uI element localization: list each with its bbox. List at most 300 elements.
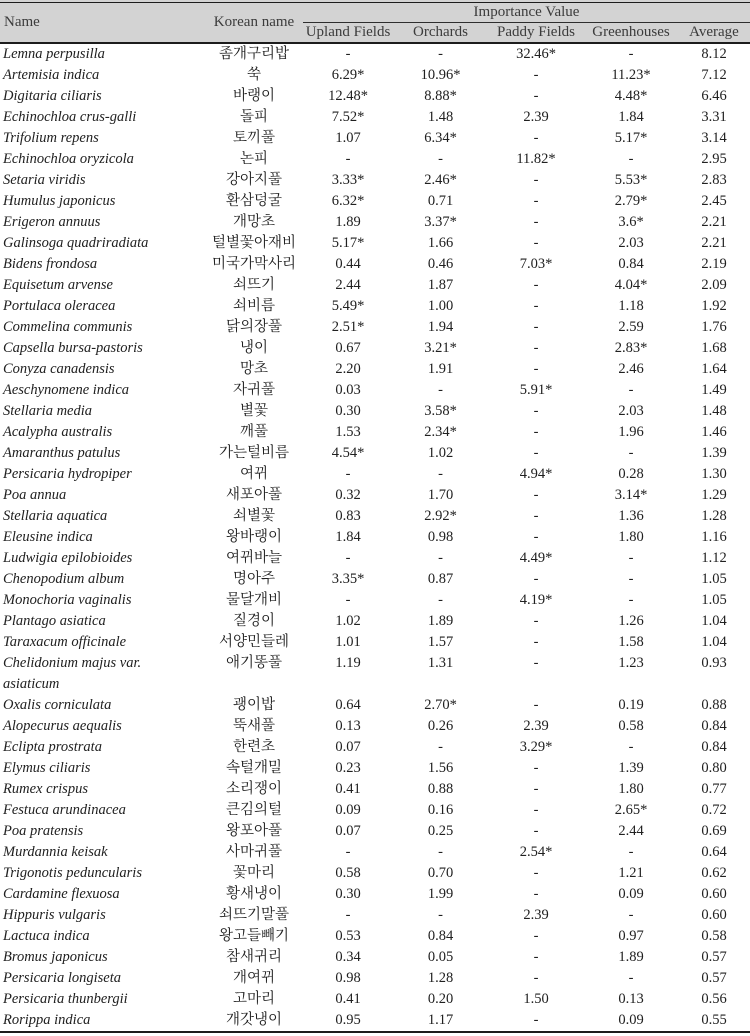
value-greenhouses: 0.09 <box>618 1012 644 1028</box>
value-upland-fields: 1.19 <box>335 655 361 671</box>
column-header-importance-value: Importance Value <box>303 3 750 23</box>
value-upland-fields: 0.64 <box>335 697 361 713</box>
table-row <box>0 737 750 758</box>
value-orchards: 0.84 <box>427 928 454 944</box>
value-average: 0.57 <box>701 970 727 986</box>
species-name: Capsella bursa-pastoris <box>3 340 143 356</box>
value-greenhouses: 0.58 <box>618 718 644 734</box>
value-paddy-fields: - <box>533 172 539 188</box>
value-upland-fields: 2.44 <box>335 277 361 293</box>
value-paddy-fields: - <box>533 781 539 797</box>
species-name: Oxalis corniculata <box>3 697 112 713</box>
species-name: Elymus ciliaris <box>3 760 91 776</box>
value-greenhouses: - <box>628 739 634 755</box>
species-name: Murdannia keisak <box>3 844 108 860</box>
value-upland-fields: 0.53 <box>335 928 361 944</box>
value-paddy-fields: - <box>533 655 539 671</box>
value-average: 1.39 <box>701 445 727 461</box>
korean-name: 별꽃 <box>239 403 268 419</box>
table-row <box>0 86 750 107</box>
value-average: 1.46 <box>701 424 727 440</box>
value-upland-fields: 0.30 <box>335 886 361 902</box>
value-upland-fields: - <box>345 907 351 923</box>
table-row <box>0 380 750 401</box>
value-average: 6.46 <box>701 88 727 104</box>
value-orchards: 3.37* <box>424 214 457 230</box>
table-row <box>0 338 750 359</box>
value-upland-fields: 0.13 <box>335 718 361 734</box>
korean-name: 여뀌바늘 <box>225 550 283 566</box>
species-name: Poa annua <box>3 487 67 503</box>
value-paddy-fields: - <box>533 277 539 293</box>
value-average: 0.62 <box>701 865 727 881</box>
value-average: 0.84 <box>701 739 727 755</box>
value-orchards: 1.57 <box>427 634 454 650</box>
value-greenhouses: 1.23 <box>618 655 644 671</box>
korean-name: 좀개구리밥 <box>218 46 290 62</box>
species-name: Setaria viridis <box>3 172 86 188</box>
value-paddy-fields: - <box>533 319 539 335</box>
value-upland-fields: 6.32* <box>331 193 365 209</box>
value-paddy-fields: - <box>533 445 539 461</box>
value-average: 0.77 <box>701 781 727 797</box>
species-name: Trifolium repens <box>3 130 99 146</box>
value-paddy-fields: - <box>533 823 539 839</box>
value-upland-fields: 2.20 <box>335 361 361 377</box>
value-upland-fields: 1.01 <box>335 634 361 650</box>
species-name: Equisetum arvense <box>3 277 113 293</box>
value-upland-fields: 0.83 <box>335 508 361 524</box>
korean-name: 개망초 <box>232 214 276 230</box>
table-body <box>0 43 750 1032</box>
korean-name: 뚝새풀 <box>232 718 276 734</box>
value-paddy-fields: - <box>533 928 539 944</box>
value-upland-fields: - <box>345 466 351 482</box>
table-row <box>0 464 750 485</box>
table-row <box>0 779 750 800</box>
korean-name: 여뀌 <box>239 466 268 482</box>
table-row <box>0 821 750 842</box>
column-header-name: Name <box>0 3 205 44</box>
value-orchards: 1.94 <box>427 319 454 335</box>
table-row <box>0 758 750 779</box>
species-name: Galinsoga quadriradiata <box>3 235 149 251</box>
korean-name: 가는털비름 <box>218 445 290 461</box>
column-header-paddy-fields: Paddy Fields <box>497 24 575 40</box>
value-average: 0.72 <box>701 802 727 818</box>
value-upland-fields: 0.67 <box>335 340 361 356</box>
table-row <box>0 968 750 989</box>
value-orchards: 0.46 <box>427 256 454 272</box>
value-upland-fields: 7.52* <box>331 109 365 125</box>
value-orchards: 1.70 <box>427 487 454 503</box>
value-greenhouses: 1.80 <box>618 529 644 545</box>
value-average: 1.04 <box>701 613 727 629</box>
table-row <box>0 653 750 695</box>
column-header-average: Average <box>689 24 739 40</box>
value-average: 0.56 <box>701 991 727 1007</box>
value-greenhouses: 2.03 <box>618 403 644 419</box>
species-name: Persicaria thunbergii <box>3 991 128 1007</box>
species-name: Commelina communis <box>3 319 133 335</box>
value-paddy-fields: 4.19* <box>519 592 553 608</box>
value-greenhouses: 1.18 <box>618 298 644 314</box>
value-paddy-fields: - <box>533 508 539 524</box>
value-greenhouses: - <box>628 151 634 167</box>
value-upland-fields: 1.84 <box>335 529 361 545</box>
value-greenhouses: 3.6* <box>618 214 644 230</box>
korean-name: 쑥 <box>246 67 261 83</box>
value-upland-fields: 12.48* <box>328 88 368 104</box>
korean-name: 개여뀌 <box>232 970 276 986</box>
species-name: Monochoria vaginalis <box>3 592 132 608</box>
value-average: 1.04 <box>701 634 727 650</box>
value-paddy-fields: 7.03* <box>519 256 553 272</box>
species-name: Rumex crispus <box>3 781 88 797</box>
value-greenhouses: 0.97 <box>618 928 644 944</box>
korean-name: 애기똥풀 <box>225 655 283 671</box>
korean-name: 꽃마리 <box>232 865 276 881</box>
value-average: 0.69 <box>701 823 727 839</box>
value-average: 1.16 <box>701 529 727 545</box>
value-average: 2.21 <box>701 235 727 251</box>
value-upland-fields: 0.23 <box>335 760 361 776</box>
value-greenhouses: - <box>628 970 634 986</box>
value-orchards: 0.98 <box>427 529 454 545</box>
value-greenhouses: 5.53* <box>614 172 648 188</box>
value-paddy-fields: 4.94* <box>519 466 553 482</box>
value-average: 0.80 <box>701 760 727 776</box>
value-greenhouses: 2.83* <box>614 340 648 356</box>
value-upland-fields: - <box>345 592 351 608</box>
korean-name: 속털개밀 <box>225 760 283 776</box>
species-name: Erigeron annuus <box>3 214 101 230</box>
table-row <box>0 527 750 548</box>
value-upland-fields: 0.58 <box>335 865 361 881</box>
table-row <box>0 443 750 464</box>
table-row <box>0 926 750 947</box>
value-upland-fields: 1.07 <box>335 130 361 146</box>
value-paddy-fields: - <box>533 970 539 986</box>
species-name: Digitaria ciliaris <box>3 88 102 104</box>
value-average: 2.45 <box>701 193 727 209</box>
value-orchards: 0.26 <box>427 718 454 734</box>
value-greenhouses: - <box>628 46 634 62</box>
korean-name: 새포아풀 <box>225 487 283 503</box>
value-average: 0.58 <box>701 928 727 944</box>
table-row <box>0 212 750 233</box>
value-orchards: 1.28 <box>427 970 454 986</box>
korean-name: 털별꽃아재비 <box>211 235 297 251</box>
korean-name: 미국가막사리 <box>211 256 297 272</box>
korean-name: 왕바랭이 <box>225 529 283 545</box>
table-row <box>0 107 750 128</box>
table-row <box>0 43 750 65</box>
value-greenhouses: 11.23* <box>611 67 651 83</box>
value-greenhouses: 1.89 <box>618 949 644 965</box>
table-row <box>0 317 750 338</box>
value-paddy-fields: - <box>533 634 539 650</box>
korean-name: 한련초 <box>232 739 276 755</box>
value-upland-fields: 3.33* <box>331 172 365 188</box>
species-name: Bidens frondosa <box>3 256 98 272</box>
value-greenhouses: 1.84 <box>618 109 644 125</box>
value-paddy-fields: - <box>533 88 539 104</box>
korean-name: 바랭이 <box>232 88 276 104</box>
table-row <box>0 275 750 296</box>
column-header-korean-name: Korean name <box>205 3 303 44</box>
table-row <box>0 149 750 170</box>
value-greenhouses: - <box>628 571 634 587</box>
value-paddy-fields: - <box>533 193 539 209</box>
value-orchards: - <box>438 382 443 398</box>
value-orchards: 1.89 <box>427 613 454 629</box>
korean-name: 개갓냉이 <box>225 1012 283 1028</box>
value-greenhouses: 0.19 <box>618 697 644 713</box>
value-greenhouses: 3.14* <box>614 487 648 503</box>
value-average: 0.60 <box>701 907 727 923</box>
value-orchards: 0.87 <box>427 571 454 587</box>
value-orchards: 6.34* <box>424 130 457 146</box>
table-row <box>0 800 750 821</box>
korean-name: 왕고들빼기 <box>218 928 290 944</box>
species-name: Artemisia indica <box>3 67 100 83</box>
table-row <box>0 716 750 737</box>
value-orchards: 3.21* <box>424 340 457 356</box>
table-row <box>0 401 750 422</box>
value-paddy-fields: - <box>533 802 539 818</box>
value-orchards: 0.25 <box>427 823 454 839</box>
korean-name: 쇠뜨기 <box>232 277 276 293</box>
value-greenhouses: 2.59 <box>618 319 644 335</box>
value-paddy-fields: - <box>533 403 539 419</box>
value-greenhouses: 1.21 <box>618 865 644 881</box>
value-paddy-fields: 4.49* <box>519 550 553 566</box>
value-orchards: 1.02 <box>427 445 454 461</box>
value-paddy-fields: 32.46* <box>516 46 556 62</box>
value-orchards: 2.70* <box>424 697 457 713</box>
species-name: Stellaria media <box>3 403 93 419</box>
value-greenhouses: - <box>628 907 634 923</box>
value-paddy-fields: - <box>533 886 539 902</box>
value-upland-fields: 3.35* <box>331 571 365 587</box>
value-paddy-fields: - <box>533 130 539 146</box>
species-name: Eleusine indica <box>3 529 93 545</box>
column-header-orchards: Orchards <box>413 24 468 40</box>
value-paddy-fields: - <box>533 1012 539 1028</box>
species-name: Aeschynomene indica <box>3 382 130 398</box>
value-average: 0.84 <box>701 718 727 734</box>
value-paddy-fields: - <box>533 361 539 377</box>
value-orchards: - <box>438 466 443 482</box>
korean-name: 서양민들레 <box>218 634 290 650</box>
table-row <box>0 842 750 863</box>
value-orchards: - <box>438 151 443 167</box>
value-average: 2.83 <box>701 172 727 188</box>
table-row <box>0 170 750 191</box>
value-orchards: 8.88* <box>424 88 457 104</box>
value-greenhouses: 0.28 <box>618 466 644 482</box>
value-average: 0.64 <box>701 844 727 860</box>
species-name: Lemna perpusilla <box>3 46 105 62</box>
value-greenhouses: - <box>628 382 634 398</box>
value-orchards: 1.66 <box>427 235 454 251</box>
value-orchards: 3.58* <box>424 403 457 419</box>
value-upland-fields: 6.29* <box>331 67 365 83</box>
species-name: Portulaca oleracea <box>3 298 116 314</box>
table-row <box>0 233 750 254</box>
value-paddy-fields: - <box>533 571 539 587</box>
korean-name: 논피 <box>239 151 268 167</box>
table-row <box>0 569 750 590</box>
value-orchards: 2.92* <box>424 508 457 524</box>
value-average: 7.12 <box>701 67 727 83</box>
species-name: Conyza canadensis <box>3 361 115 377</box>
value-orchards: 2.46* <box>424 172 457 188</box>
species-name: Lactuca indica <box>3 928 90 944</box>
value-upland-fields: 2.51* <box>331 319 365 335</box>
value-orchards: 0.16 <box>427 802 454 818</box>
value-orchards: 1.87 <box>427 277 454 293</box>
value-average: 0.93 <box>701 655 727 671</box>
value-average: 1.64 <box>701 361 727 377</box>
value-paddy-fields: - <box>533 67 539 83</box>
table-row <box>0 254 750 275</box>
korean-name: 닭의장풀 <box>225 319 283 335</box>
value-average: 3.14 <box>701 130 727 146</box>
value-upland-fields: 0.09 <box>335 802 361 818</box>
table-row <box>0 611 750 632</box>
value-average: 2.21 <box>701 214 727 230</box>
value-paddy-fields: - <box>533 424 539 440</box>
species-name: Chelidonium majus var. asiaticum <box>3 655 142 692</box>
value-paddy-fields: - <box>533 340 539 356</box>
value-greenhouses: - <box>628 550 634 566</box>
value-orchards: - <box>438 46 443 62</box>
species-name: Poa pratensis <box>3 823 84 839</box>
korean-name: 참새귀리 <box>225 949 283 965</box>
korean-name: 질경이 <box>232 613 276 629</box>
value-paddy-fields: 5.91* <box>519 382 553 398</box>
value-paddy-fields: 1.50 <box>523 991 549 1007</box>
value-upland-fields: 4.54* <box>331 445 365 461</box>
value-greenhouses: 4.04* <box>614 277 648 293</box>
value-paddy-fields: - <box>533 697 539 713</box>
value-orchards: 1.48 <box>427 109 454 125</box>
value-greenhouses: 1.26 <box>618 613 644 629</box>
korean-name: 쇠별꽃 <box>232 508 276 524</box>
korean-name: 돌피 <box>239 109 268 125</box>
value-upland-fields: - <box>345 844 351 860</box>
value-orchards: 1.31 <box>427 655 454 671</box>
korean-name: 사마귀풀 <box>225 844 283 860</box>
value-upland-fields: 0.98 <box>335 970 361 986</box>
value-orchards: 0.20 <box>427 991 454 1007</box>
value-average: 1.48 <box>701 403 727 419</box>
value-upland-fields: 0.32 <box>335 487 361 503</box>
value-greenhouses: 2.79* <box>614 193 648 209</box>
species-name: Persicaria longiseta <box>3 970 122 986</box>
value-orchards: - <box>438 907 443 923</box>
value-orchards: 0.88 <box>427 781 454 797</box>
table-row <box>0 65 750 86</box>
table-row <box>0 1010 750 1032</box>
korean-name: 강아지풀 <box>225 172 283 188</box>
value-greenhouses: 4.48* <box>614 88 648 104</box>
value-paddy-fields: 2.39 <box>523 907 549 923</box>
species-name: Hippuris vulgaris <box>3 907 106 923</box>
value-upland-fields: 5.49* <box>331 298 365 314</box>
value-average: 1.30 <box>701 466 727 482</box>
value-upland-fields: - <box>345 151 351 167</box>
value-average: 0.60 <box>701 886 727 902</box>
value-average: 3.31 <box>701 109 727 125</box>
species-name: Bromus japonicus <box>3 949 108 965</box>
value-upland-fields: 0.07 <box>335 823 361 839</box>
value-greenhouses: - <box>628 445 634 461</box>
value-average: 1.12 <box>701 550 727 566</box>
value-upland-fields: 0.95 <box>335 1012 361 1028</box>
table-row <box>0 989 750 1010</box>
table-row <box>0 548 750 569</box>
korean-name: 물달개비 <box>225 592 283 608</box>
value-orchards: 1.56 <box>427 760 454 776</box>
value-orchards: - <box>438 844 443 860</box>
value-average: 1.29 <box>701 487 727 503</box>
value-average: 1.28 <box>701 508 727 524</box>
species-name: Alopecurus aequalis <box>3 718 122 734</box>
value-orchards: 2.34* <box>424 424 457 440</box>
value-average: 1.05 <box>701 592 727 608</box>
table-row <box>0 296 750 317</box>
table-row <box>0 590 750 611</box>
table-row <box>0 359 750 380</box>
species-name: Rorippa indica <box>3 1012 91 1028</box>
value-greenhouses: 2.44 <box>618 823 644 839</box>
value-greenhouses: 2.46 <box>618 361 644 377</box>
species-name: Ludwigia epilobioides <box>3 550 133 566</box>
species-name: Trigonotis peduncularis <box>3 865 142 881</box>
value-upland-fields: 0.41 <box>335 781 361 797</box>
value-greenhouses: 1.39 <box>618 760 644 776</box>
value-paddy-fields: 3.29* <box>519 739 553 755</box>
korean-name: 환삼덩굴 <box>225 193 283 209</box>
value-paddy-fields: - <box>533 298 539 314</box>
table-header <box>0 3 750 44</box>
value-greenhouses: 5.17* <box>614 130 648 146</box>
value-greenhouses: - <box>628 844 634 860</box>
table-row <box>0 695 750 716</box>
species-name: Chenopodium album <box>3 571 125 587</box>
value-average: 1.49 <box>701 382 727 398</box>
value-greenhouses: - <box>628 592 634 608</box>
value-average: 1.92 <box>701 298 727 314</box>
species-name: Plantago asiatica <box>3 613 106 629</box>
table-row <box>0 905 750 926</box>
value-orchards: 0.70 <box>427 865 454 881</box>
value-upland-fields: 0.41 <box>335 991 361 1007</box>
value-paddy-fields: 2.54* <box>519 844 553 860</box>
species-name: Amaranthus patulus <box>3 445 121 461</box>
korean-name: 괭이밥 <box>232 697 276 713</box>
table-row <box>0 485 750 506</box>
value-orchards: 10.96* <box>420 67 461 83</box>
value-paddy-fields: - <box>533 760 539 776</box>
value-greenhouses: 0.09 <box>618 886 644 902</box>
value-paddy-fields: 2.39 <box>523 109 549 125</box>
value-upland-fields: 1.02 <box>335 613 361 629</box>
table-row <box>0 863 750 884</box>
